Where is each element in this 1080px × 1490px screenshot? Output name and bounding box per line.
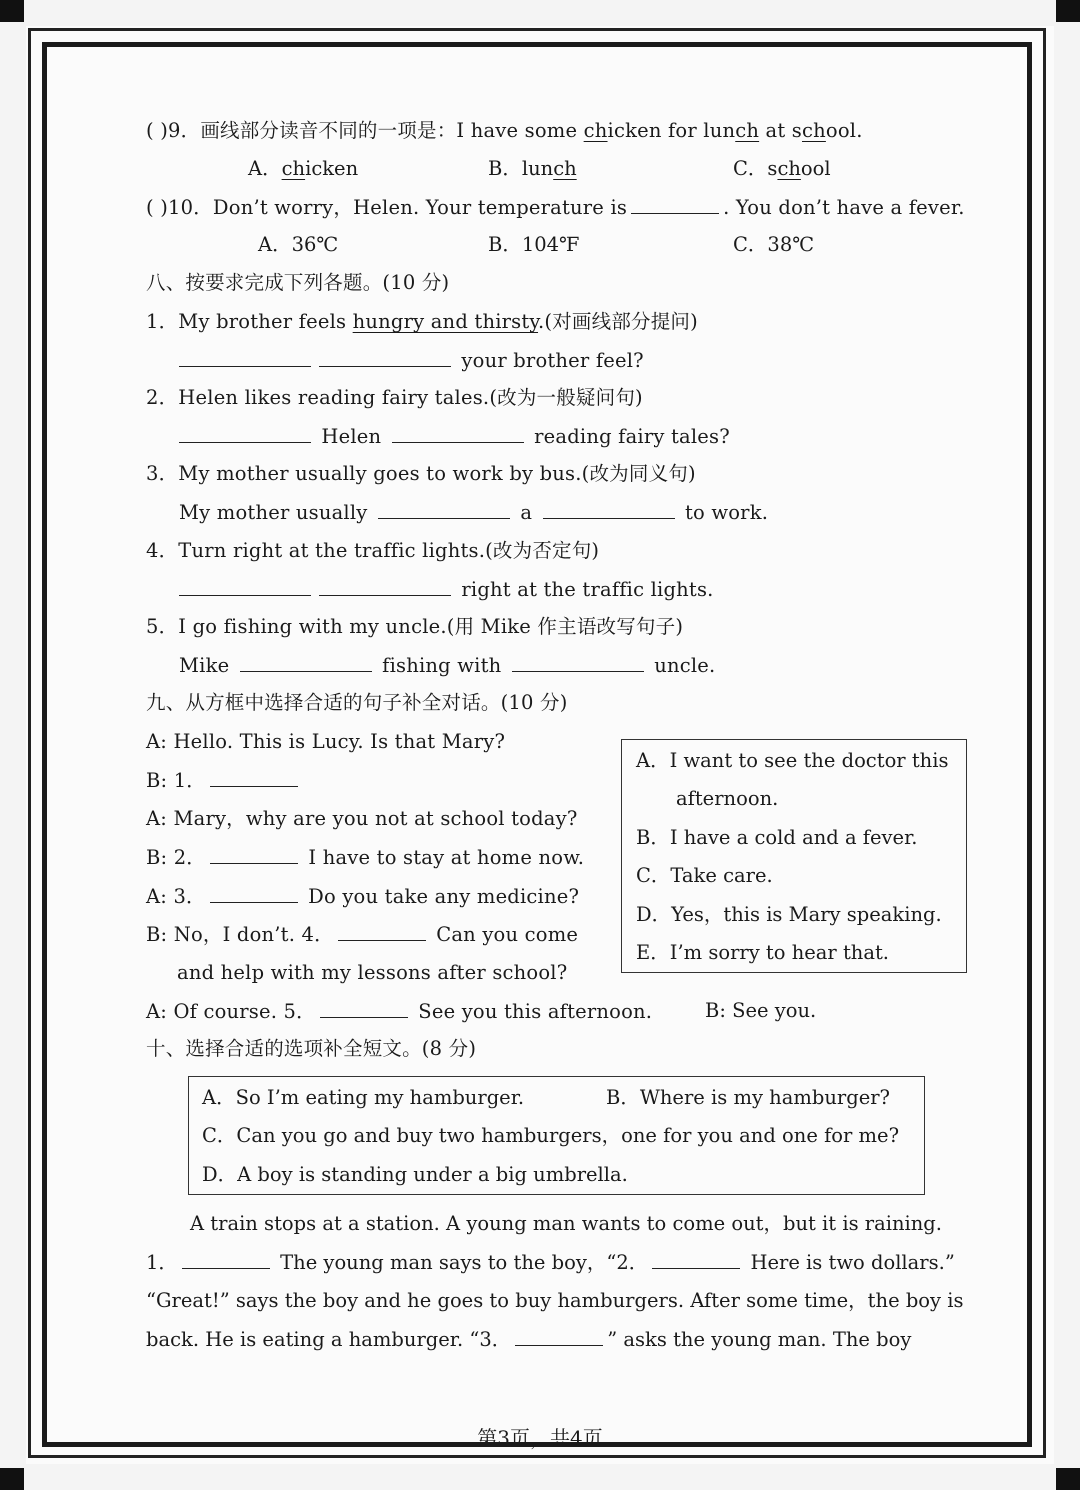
s8-q5: 5．I go fishing with my uncle.(用 Mike 作主语改写句子) — [146, 615, 684, 638]
answer-blank[interactable] — [652, 1250, 740, 1269]
q10-question: ( )10．Don’t worry，Helen. Your temperature is . You don’t have a fever. — [146, 196, 965, 219]
s8-q2: 2．Helen likes reading fairy tales.(改为一般疑问句) — [146, 386, 643, 409]
answer-blank[interactable] — [512, 653, 644, 672]
answer-blank[interactable] — [182, 1250, 270, 1269]
box-option-a: A．I want to see the doctor this — [636, 749, 949, 772]
q9-option-a: A．chicken — [248, 157, 359, 180]
answer-blank[interactable] — [543, 500, 675, 519]
corner-mark — [0, 0, 24, 22]
box-option-c: C．Take care. — [636, 864, 773, 887]
answer-blank[interactable] — [179, 424, 311, 443]
s8-q5-answer: Mike fishing with uncle. — [179, 654, 716, 677]
section-10-heading: 十、选择合适的选项补全短文。(8 分) — [146, 1037, 477, 1060]
box10-option-c: C．Can you go and buy two hamburgers，one for you and one for me? — [202, 1124, 900, 1147]
answer-blank[interactable] — [378, 500, 510, 519]
passage-line-3: “Great!” says the boy and he goes to buy hamburgers. After some time，the boy is — [146, 1289, 964, 1312]
box-option-e: E．I’m sorry to hear that. — [636, 941, 890, 964]
answer-blank[interactable] — [631, 195, 719, 214]
option-box-section-9 — [621, 739, 967, 973]
box-option-a-cont: afternoon. — [676, 787, 779, 810]
passage-line-4: back. He is eating a hamburger. “3． ” asks the young man. The boy — [146, 1328, 912, 1351]
answer-blank[interactable] — [240, 653, 372, 672]
answer-blank[interactable] — [392, 424, 524, 443]
answer-blank[interactable] — [320, 999, 408, 1018]
q9-option-c: C．school — [733, 157, 831, 180]
box10-option-a: A．So I’m eating my hamburger. — [202, 1086, 525, 1109]
corner-mark — [1056, 1468, 1080, 1490]
dialog-line-8-reply: B: See you. — [705, 999, 817, 1022]
answer-blank[interactable] — [515, 1327, 603, 1346]
box10-option-b: B．Where is my hamburger? — [606, 1086, 891, 1109]
s8-q1-answer: your brother feel? — [179, 348, 644, 373]
box-option-d: D．Yes，this is Mary speaking. — [636, 903, 942, 926]
box-option-b: B．I have a cold and a fever. — [636, 826, 918, 849]
q10-option-c: C．38℃ — [733, 233, 815, 256]
passage-line-2: 1． The young man says to the boy，“2． Here is two dollars.” — [146, 1251, 955, 1274]
section-9-heading: 九、从方框中选择合适的句子补全对话。(10 分) — [146, 691, 568, 714]
answer-blank[interactable] — [179, 577, 311, 596]
s8-q2-answer: Helen reading fairy tales? — [179, 424, 730, 449]
answer-blank[interactable] — [319, 348, 451, 367]
dialog-line-8: A: Of course. 5． See you this afternoon. — [146, 1000, 653, 1023]
q9-option-b: B．lunch — [488, 157, 577, 180]
dialog-line-1: A: Hello. This is Lucy. Is that Mary? — [146, 730, 506, 753]
passage-line-1: A train stops at a station. A young man wants to come out，but it is raining. — [190, 1212, 942, 1235]
dialog-line-6: B: No，I don’t. 4． Can you come — [146, 923, 579, 946]
s8-q1: 1．My brother feels hungry and thirsty.(对画线部分提问) — [146, 310, 698, 333]
s8-q4: 4．Turn right at the traffic lights.(改为否定句) — [146, 539, 600, 562]
answer-blank[interactable] — [319, 577, 451, 596]
page-footer: 第3页，共4页 — [477, 1426, 603, 1450]
answer-blank[interactable] — [210, 845, 298, 864]
dialog-line-7: and help with my lessons after school? — [177, 961, 568, 984]
s8-q3-answer: My mother usually a to work. — [179, 501, 769, 524]
dialog-line-2: B: 1． — [146, 768, 302, 793]
s8-q4-answer: right at the traffic lights. — [179, 577, 714, 602]
q9-question: ( )9．画线部分读音不同的一项是：I have some chicken for lunch at school. — [146, 119, 863, 142]
section-8-heading: 八、按要求完成下列各题。(10 分) — [146, 271, 450, 294]
dialog-line-3: A: Mary，why are you not at school today? — [146, 807, 578, 830]
answer-blank[interactable] — [210, 884, 298, 903]
q10-option-a: A．36℃ — [258, 233, 339, 256]
answer-blank[interactable] — [179, 348, 311, 367]
box10-option-d: D．A boy is standing under a big umbrella. — [202, 1163, 628, 1186]
q10-option-b: B．104℉ — [488, 233, 580, 256]
dialog-line-5: A: 3． Do you take any medicine? — [146, 885, 580, 908]
answer-blank[interactable] — [338, 922, 426, 941]
s8-q3: 3．My mother usually goes to work by bus.(改为同义句) — [146, 462, 696, 485]
corner-mark — [1056, 0, 1080, 22]
dialog-line-4: B: 2． I have to stay at home now. — [146, 846, 585, 869]
corner-mark — [0, 1468, 24, 1490]
answer-blank[interactable] — [210, 768, 298, 787]
